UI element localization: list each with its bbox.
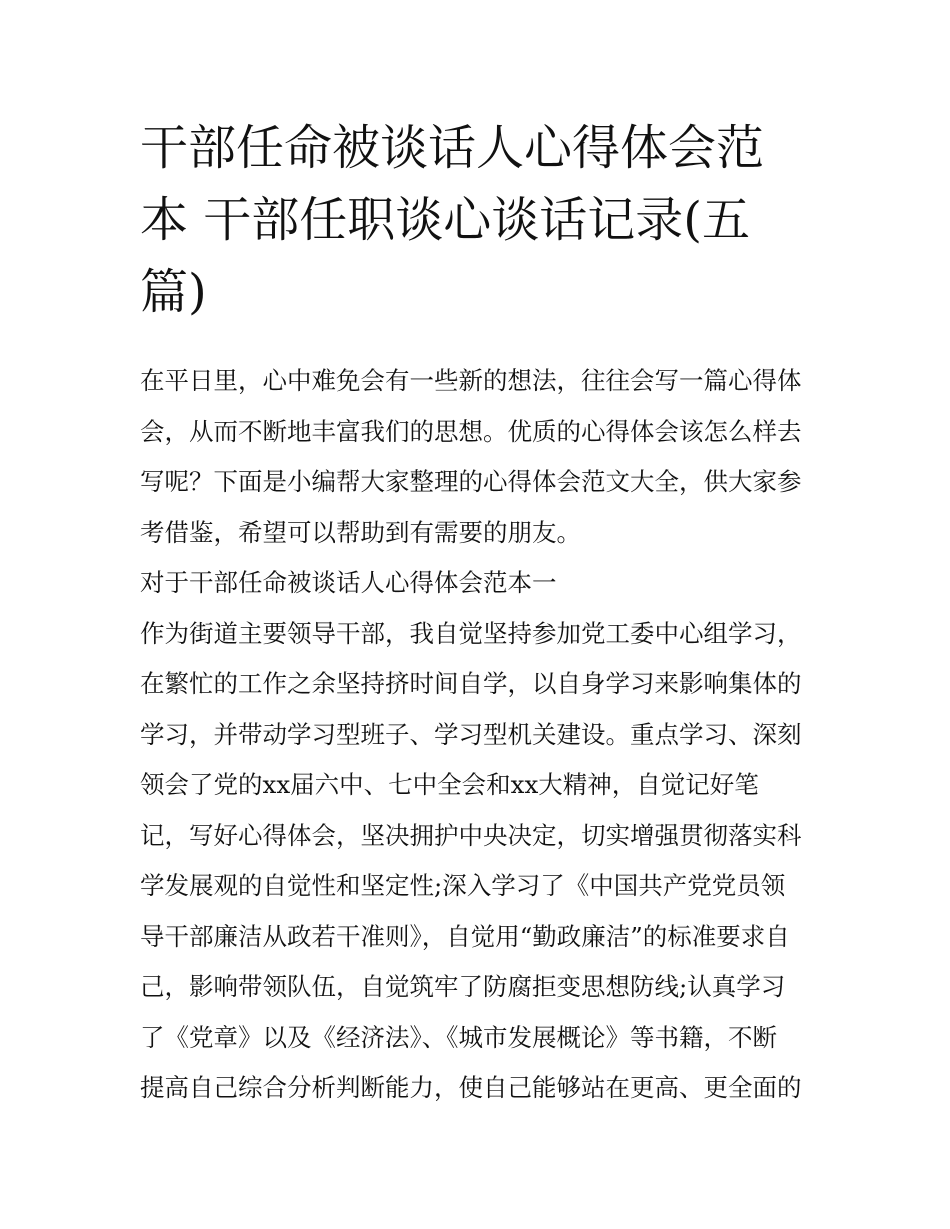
title-line-1: 干部任命被谈话人心得体会范	[140, 120, 765, 176]
section-paragraph-line: 在繁忙的工作之余坚持挤时间自学，以自身学习来影响集体的	[140, 669, 802, 698]
intro-paragraph-line: 会，从而不断地丰富我们的思想。优质的心得体会该怎么样去	[140, 416, 802, 446]
intro-paragraph-line: 写呢？下面是小编帮大家整理的心得体会范文大全，供大家参	[140, 467, 802, 496]
intro-paragraph-line: 在平日里，心中难免会有一些新的想法，往往会写一篇心得体	[140, 366, 802, 395]
title-line-3: 篇)	[140, 264, 207, 320]
section-paragraph-line: 记，写好心得体会，坚决拥护中央决定，切实增强贯彻落实科	[140, 820, 802, 850]
intro-paragraph-line: 考借鉴，希望可以帮助到有需要的朋友。	[140, 517, 581, 547]
section-paragraph-line: 领会了党的xx届六中、七中全会和xx大精神，自觉记好笔	[140, 770, 759, 799]
section-paragraph-line: 学发展观的自觉性和坚定性;深入学习了《中国共产党党员领	[140, 871, 786, 900]
section-paragraph-line: 提高自己综合分析判断能力，使自己能够站在更高、更全面的	[140, 1073, 802, 1102]
section-paragraph-line: 己，影响带领队伍，自觉筑牢了防腐拒变思想防线;认真学习	[140, 972, 786, 1001]
section-paragraph-line: 学习，并带动学习型班子、学习型机关建设。重点学习、深刻	[140, 719, 802, 749]
document-title	[140, 112, 820, 328]
section-heading: 对于干部任命被谈话人心得体会范本一	[140, 568, 557, 597]
section-paragraph-line: 作为街道主要领导干部，我自觉坚持参加党工委中心组学习，	[140, 618, 802, 648]
section-paragraph-line: 了《党章》以及《经济法》、《城市发展概论》等书籍，不断	[140, 1022, 777, 1052]
title-line-2: 本 干部任职谈心谈话记录(五	[140, 192, 750, 248]
document-body	[140, 356, 820, 1114]
section-paragraph-line: 导干部廉洁从政若干准则》，自觉用“勤政廉洁”的标准要求自	[140, 921, 790, 951]
